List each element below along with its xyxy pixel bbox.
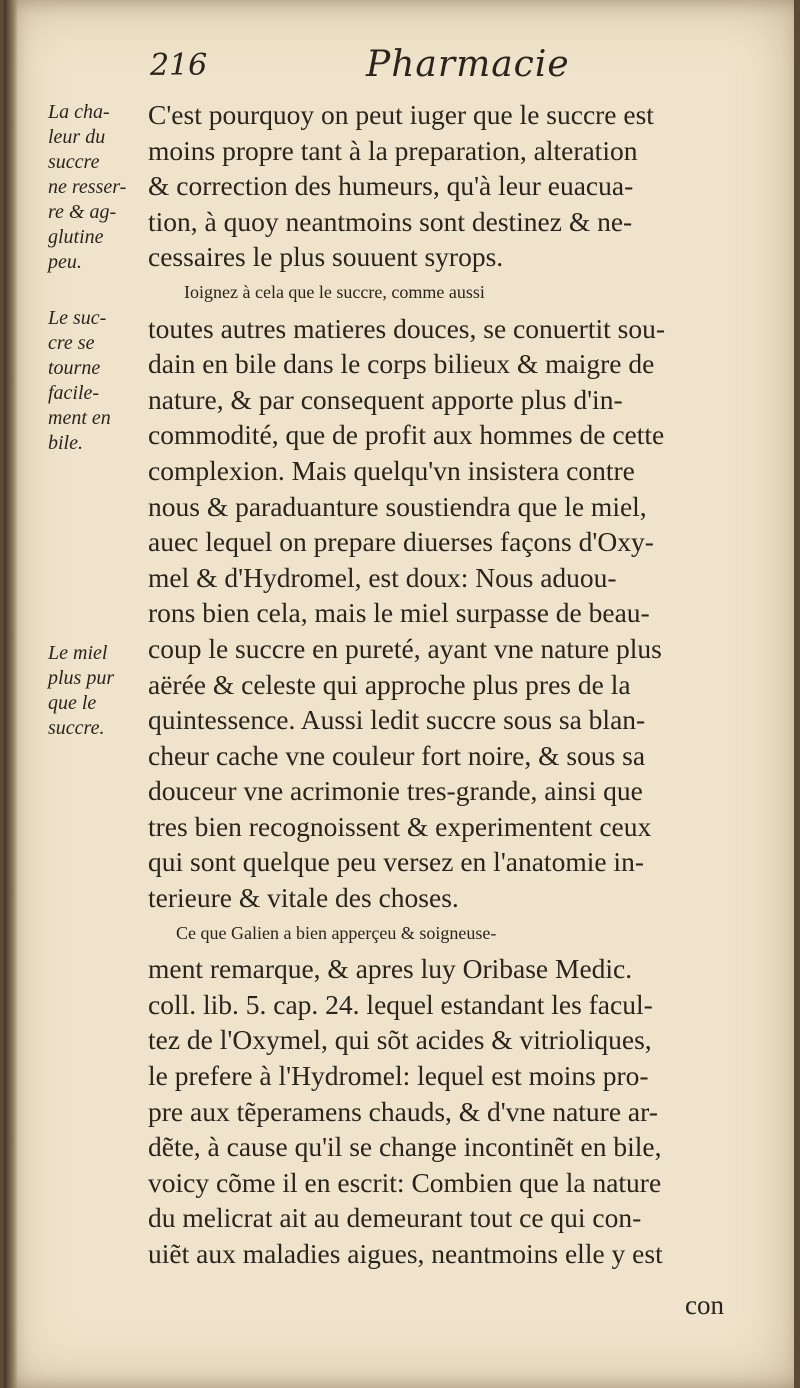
margin-note-heat-of-sugar — [48, 100, 148, 275]
margin-note-line: que le — [48, 692, 97, 714]
margin-note-line: Le miel — [48, 642, 108, 664]
text-line: tres bien recognoissent & experimentent ceux — [148, 810, 652, 842]
margin-note-line: leur du — [48, 126, 106, 148]
page-gutter — [4, 0, 18, 1388]
text-line: du melicrat ait au demeurant tout ce qui con- — [148, 1202, 642, 1234]
margin-note-line: re & ag- — [48, 201, 117, 223]
margin-note-honey-purer — [48, 641, 148, 741]
text-line: toutes autres matieres douces, se conuertit sou- — [148, 312, 665, 344]
catchword: con — [685, 1290, 724, 1320]
text-line: tez de l'Oxymel, qui sõt acides & vitrioliques, — [148, 1024, 652, 1056]
text-line: tion, à quoy neantmoins sont destinez & ne- — [148, 205, 633, 237]
page-number: 216 — [150, 48, 208, 83]
text-line: cessaires le plus souuent syrops. — [148, 241, 504, 273]
text-line: mel & d'Hydromel, est doux: Nous aduou- — [148, 561, 617, 593]
text-line: pre aux tẽperamens chauds, & d'vne nature ar- — [148, 1095, 658, 1127]
text-line: Ioignez à cela que le succre, comme aussi — [184, 281, 485, 302]
margin-note-line: plus pur — [48, 667, 115, 689]
text-line: dẽte, à cause qu'il se change incontinẽt en bile, — [148, 1131, 662, 1163]
text-line: rons bien cela, mais le miel surpasse de beau- — [148, 597, 650, 629]
margin-note-line: bile. — [48, 432, 83, 454]
text-line: coup le succre en pureté, ayant vne nature plus — [148, 632, 662, 664]
margin-note-line: succre — [48, 151, 100, 173]
margin-note-line: facile- — [48, 382, 100, 404]
text-line: coll. lib. 5. cap. 24. lequel estandant les facul- — [148, 988, 653, 1020]
text-line: moins propre tant à la preparation, alteration — [148, 134, 638, 166]
text-line: commodité, que de profit aux hommes de cette — [148, 419, 665, 451]
margin-note-line: peu. — [48, 251, 82, 273]
running-title: Pharmacie — [366, 44, 570, 85]
text-line: le prefere à l'Hydromel: lequel est moins pro- — [148, 1060, 649, 1092]
book-page — [4, 0, 794, 1388]
margin-note-line: La cha- — [48, 101, 110, 123]
text-line: uiẽt aux maladies aigues, neantmoins elle y est — [148, 1238, 663, 1269]
text-line: aërée & celeste qui approche plus pres de la — [148, 668, 631, 700]
text-line: & correction des humeurs, qu'à leur euacua- — [148, 170, 634, 202]
text-line: nature, & par consequent apporte plus d'in- — [148, 383, 623, 415]
text-line: quintessence. Aussi ledit succre sous sa blan- — [148, 704, 646, 736]
text-line: nous & paraduanture soustiendra que le miel, — [148, 490, 647, 522]
text-line: terieure & vitale des choses. — [148, 882, 459, 914]
margin-note-line: ment en — [48, 407, 111, 429]
text-line: voicy cõme il en escrit: Combien que la nature — [148, 1166, 662, 1198]
page-header — [144, 44, 744, 94]
margin-note-sugar-turns-bile — [48, 306, 148, 456]
text-line: dain en bile dans le corps bilieux & maigre de — [148, 348, 655, 380]
margin-note-line: succre. — [48, 717, 105, 739]
margin-note-line: cre se — [48, 332, 95, 354]
margin-note-line: ne resser- — [48, 176, 127, 198]
text-line: Ce que Galien a bien apperçeu & soigneuse- — [176, 922, 497, 943]
text-line: cheur cache vne couleur fort noire, & sous sa — [148, 739, 646, 771]
margin-note-line: glutine — [48, 226, 104, 248]
body-text — [148, 97, 736, 1272]
text-line: auec lequel on prepare diuerses façons d'Oxy- — [148, 526, 654, 558]
text-line: complexion. Mais quelqu'vn insistera contre — [148, 454, 635, 486]
text-line: C'est pourquoy on peut iuger que le succre est — [148, 99, 654, 130]
text-line: qui sont quelque peu versez en l'anatomie in- — [148, 846, 644, 878]
text-line: ment remarque, & apres luy Oribase Medic. — [148, 953, 633, 985]
margin-note-line: Le suc- — [48, 307, 107, 329]
text-line: douceur vne acrimonie tres-grande, ainsi que — [148, 775, 643, 807]
margin-note-line: tourne — [48, 357, 101, 379]
